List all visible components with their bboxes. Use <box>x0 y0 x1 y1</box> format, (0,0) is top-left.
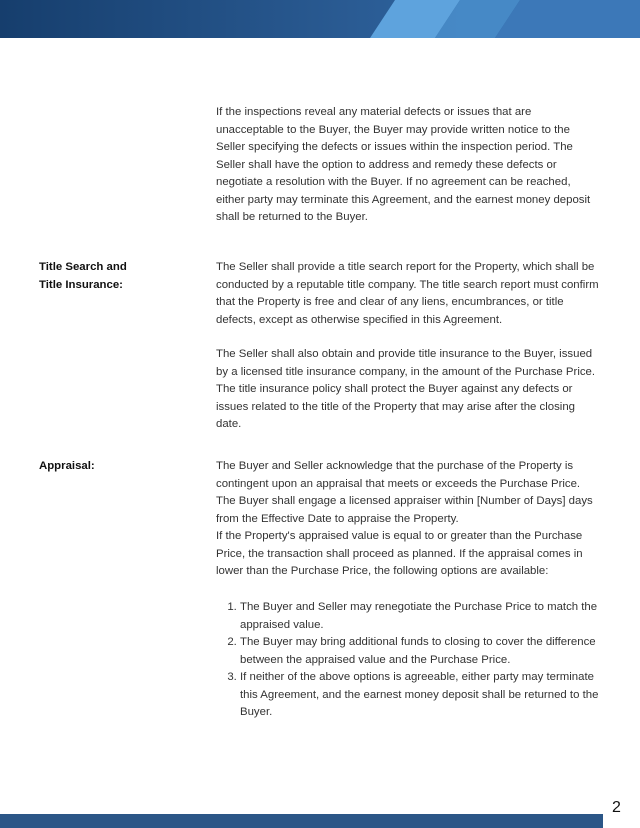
appraisal-paragraph: The Buyer and Seller acknowledge that the purchase of the Property is contingent upon an appraisal that meets or exceeds the Purchase Price. The Buyer shall engage a licensed appraiser within [Number of Days] days from the Effective Date to appraise the Property. If the Property's appraised value is equal to or greater than the Purchase Price, the transaction shall proceed as planned. If the appraisal comes in lower than the Purchase Price, the following options are available: <box>216 460 593 577</box>
title-search-paragraph: The Seller shall provide a title search report for the Property, which shall be conducted by a reputable title company. The title search report must confirm that the Property is free and clear of any liens, encumbrances, or title defects, except as otherwise specified in this Agreement. <box>216 261 599 326</box>
title-search-label: Title Search and Title Insurance: <box>39 261 127 291</box>
list-item: 1. The Buyer and Seller may renegotiate the Purchase Price to match the appraised value. <box>240 599 602 634</box>
footer-band <box>0 814 603 828</box>
inspections-paragraph: If the inspections reveal any material defects or issues that are unacceptable to the Buyer, the Buyer may provide written notice to the Seller specifying the defects or issues within the inspection period. The Seller shall have the option to address and remedy these defects or negotiate a resolution with the Buyer. If no agreement can be reached, either party may terminate this Agreement, and the earnest money deposit shall be returned to the Buyer. <box>216 106 591 223</box>
title-insurance-paragraph: The Seller shall also obtain and provide title insurance to the Buyer, issued by a licensed title insurance company, in the amount of the Purchase Price. The title insurance policy shall protect the Buyer against any defects or issues related to the title of the Property that may arise after the closing date. <box>216 348 596 430</box>
list-item: 2. The Buyer may bring additional funds to closing to cover the difference between the appraised value and the Purchase Price. <box>240 634 602 669</box>
page-number: 2 <box>612 799 621 816</box>
appraisal-options-list <box>216 599 602 722</box>
list-item: 3. If neither of the above options is agreeable, either party may terminate this Agreement, and the earnest money deposit shall be returned to the Buyer. <box>240 669 602 722</box>
header-band <box>0 0 640 38</box>
appraisal-label: Appraisal: <box>39 460 95 472</box>
